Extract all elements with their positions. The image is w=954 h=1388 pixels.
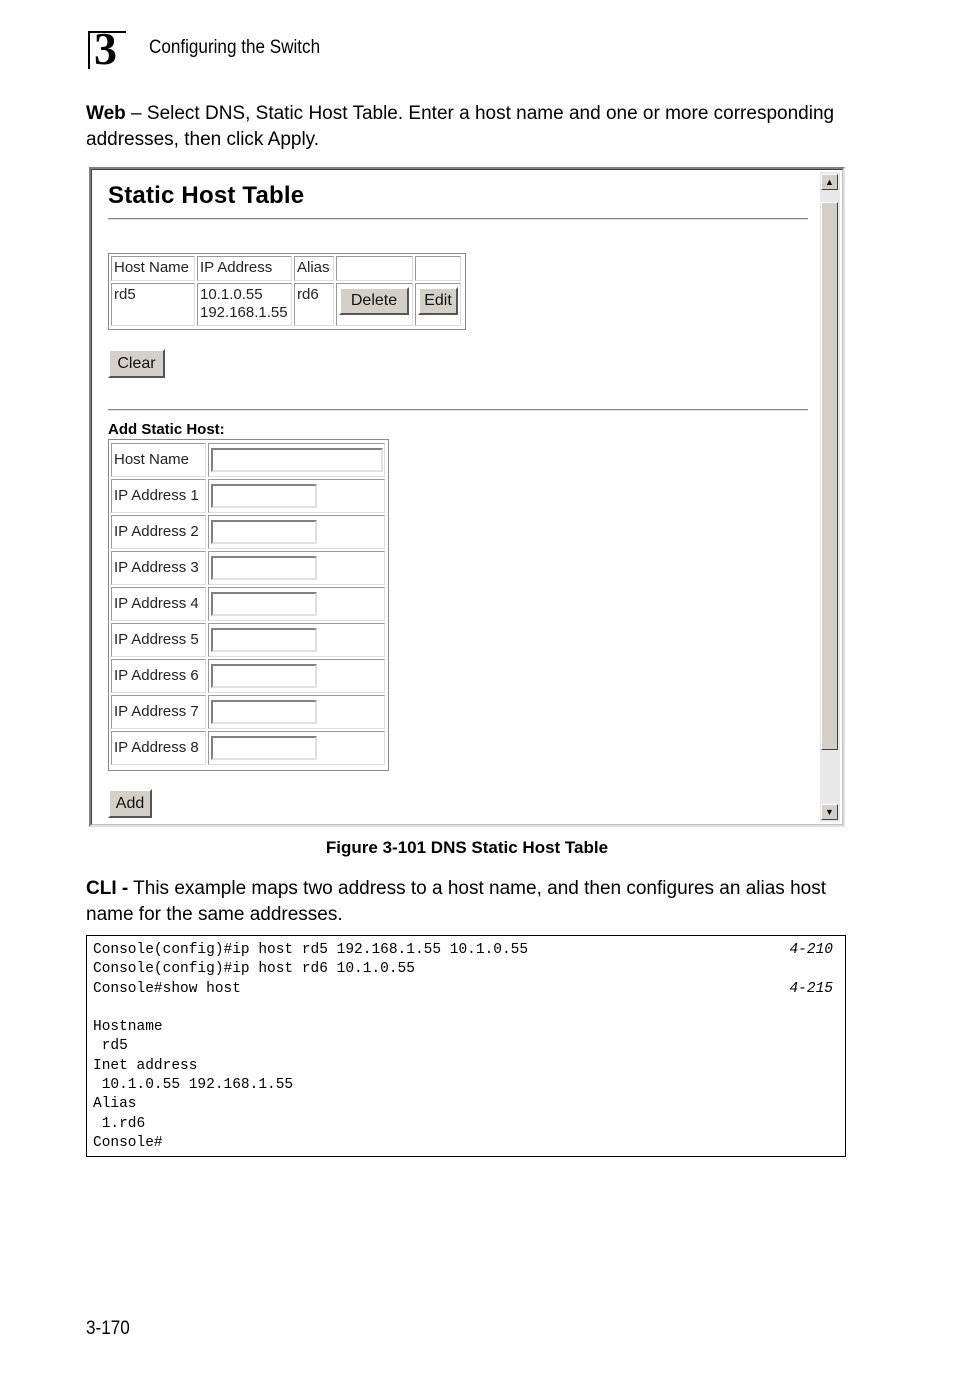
intro-paragraph xyxy=(86,101,866,153)
vertical-scrollbar[interactable] xyxy=(820,172,840,822)
form-input-cell xyxy=(208,551,385,585)
form-input-cell xyxy=(208,479,385,513)
static-host-table-screenshot xyxy=(89,167,845,827)
form-input-cell xyxy=(208,695,385,729)
ip-address-7-input[interactable] xyxy=(211,700,317,724)
ip-address-6-input[interactable] xyxy=(211,664,317,688)
running-title: Configuring the Switch xyxy=(149,37,321,58)
scroll-up-icon[interactable]: ▲ xyxy=(821,174,838,190)
code-line xyxy=(93,1037,839,1056)
code-line xyxy=(93,1095,839,1114)
ip-address-4-input[interactable] xyxy=(211,592,317,616)
code-text: Hostname xyxy=(93,1019,163,1036)
form-label: Host Name xyxy=(111,443,206,477)
scrollbar-thumb[interactable] xyxy=(821,202,838,750)
ip-address-8-input[interactable] xyxy=(211,736,317,760)
code-text: Console# xyxy=(93,1134,163,1151)
code-text: Console(config)#ip host rd5 192.168.1.55 10.1.0.55 xyxy=(93,942,529,958)
chapter-number: 3 xyxy=(94,23,117,74)
form-label: IP Address 1 xyxy=(111,479,206,513)
host-table xyxy=(108,253,466,330)
intro-lead: Web xyxy=(86,103,126,124)
form-label: IP Address 2 xyxy=(111,515,206,549)
page-number: 3-170 xyxy=(86,1318,130,1339)
form-input-cell xyxy=(208,623,385,657)
cli-paragraph xyxy=(86,876,866,928)
figure-caption: Figure 3-101 DNS Static Host Table xyxy=(325,838,609,857)
chapter-number-badge xyxy=(88,23,128,74)
code-reference: 4-210 xyxy=(789,942,833,958)
cli-text: This example maps two address to a host name, and then configures an alias host name for the same addresses. xyxy=(86,878,826,925)
code-line xyxy=(93,1076,839,1095)
code-line xyxy=(93,999,839,1018)
ip-address-2-input[interactable] xyxy=(211,520,317,544)
cell-delete xyxy=(336,283,413,326)
cli-lead: CLI - xyxy=(86,878,129,899)
form-input-cell xyxy=(208,731,385,765)
table-header-alias: Alias xyxy=(294,256,334,281)
ip-address-2: 192.168.1.55 xyxy=(200,304,288,321)
form-input-cell xyxy=(208,587,385,621)
code-line xyxy=(93,1057,839,1076)
code-text: Console#show host xyxy=(93,980,241,997)
code-line xyxy=(93,1115,839,1134)
table-header-blank xyxy=(415,256,461,281)
ip-address-3-input[interactable] xyxy=(211,556,317,580)
clear-button[interactable]: Clear xyxy=(108,349,165,378)
form-input-cell xyxy=(208,515,385,549)
form-label: IP Address 5 xyxy=(111,623,206,657)
cell-alias: rd6 xyxy=(294,283,334,326)
code-reference: 4-215 xyxy=(789,980,833,997)
add-section-title: Add Static Host: xyxy=(108,421,225,438)
page-title: Static Host Table xyxy=(108,182,305,209)
ip-address-1: 10.1.0.55 xyxy=(200,286,263,303)
table-header-blank xyxy=(336,256,413,281)
add-button[interactable]: Add xyxy=(108,789,152,818)
code-line xyxy=(93,1018,839,1037)
ip-address-1-input[interactable] xyxy=(211,484,317,508)
edit-button[interactable]: Edit xyxy=(418,287,458,315)
cell-host-name: rd5 xyxy=(111,283,195,326)
code-line xyxy=(93,1134,839,1153)
code-line xyxy=(93,941,839,960)
host-name-input[interactable] xyxy=(211,448,383,472)
table-header-host-name: Host Name xyxy=(111,256,195,281)
ip-address-5-input[interactable] xyxy=(211,628,317,652)
code-text: Inet address xyxy=(93,1057,198,1074)
form-input-cell xyxy=(208,443,385,477)
title-divider xyxy=(108,218,808,220)
code-text: 1.rd6 xyxy=(93,1115,146,1132)
delete-button[interactable]: Delete xyxy=(339,287,409,315)
code-text: rd5 xyxy=(93,1038,128,1055)
form-label: IP Address 4 xyxy=(111,587,206,621)
intro-text: – Select DNS, Static Host Table. Enter a host name and one or more corresponding addresses, then click Apply. xyxy=(86,103,835,150)
form-input-cell xyxy=(208,659,385,693)
code-line xyxy=(93,960,839,979)
code-text: Alias xyxy=(93,1096,137,1113)
add-host-form xyxy=(108,439,389,771)
form-label: IP Address 7 xyxy=(111,695,206,729)
code-example xyxy=(86,935,846,1157)
scroll-down-icon[interactable]: ▼ xyxy=(821,804,838,820)
code-text: 10.1.0.55 192.168.1.55 xyxy=(93,1077,294,1094)
form-label: IP Address 6 xyxy=(111,659,206,693)
cell-ip-address xyxy=(197,283,292,326)
table-header-ip-address: IP Address xyxy=(197,256,292,281)
form-label: IP Address 3 xyxy=(111,551,206,585)
form-label: IP Address 8 xyxy=(111,731,206,765)
code-line xyxy=(93,980,839,999)
code-text: Console(config)#ip host rd6 10.1.0.55 xyxy=(93,961,415,978)
section-divider xyxy=(108,409,808,411)
cell-edit xyxy=(415,283,461,326)
